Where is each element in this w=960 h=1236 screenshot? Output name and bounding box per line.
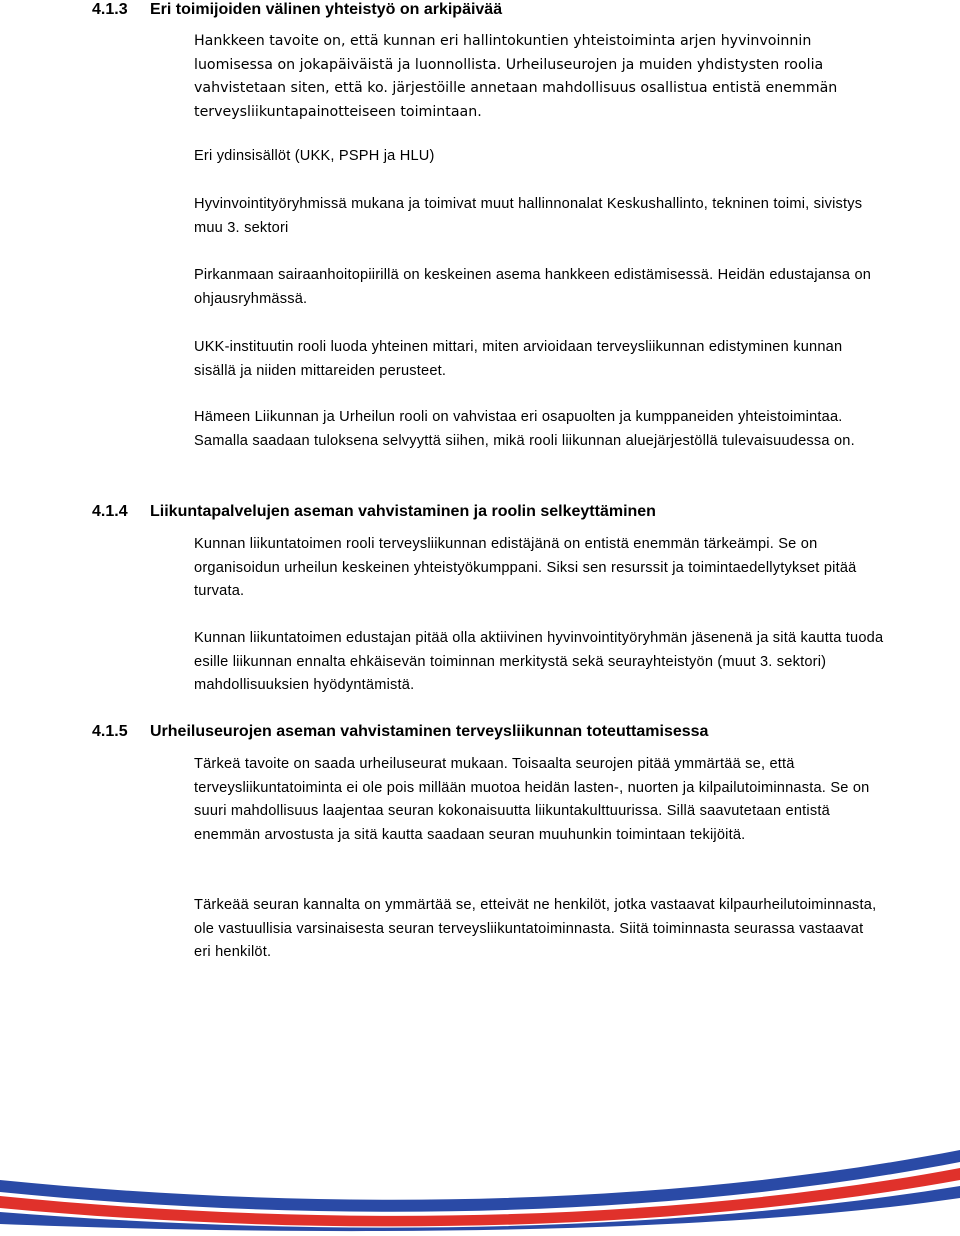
paragraph: Kunnan liikuntatoimen rooli terveysliikunnan edistäjänä on entistä enemmän tärkeämpi. Se on organisoidun urheilun keskeinen yhteistyökumppani. Siksi sen resurssit ja toimintaedellytykset pitää turvata. [194,536,857,600]
paragraph: Tärkeää seuran kannalta on ymmärtää se, etteivät ne henkilöt, jotka vastaavat kilpaurheilutoiminnasta, ole vastuullisia varsinaisesta seuran terveysliikuntatoiminnasta. Siitä toiminnasta seurassa vastaavat eri henkilöt. [194,897,877,961]
paragraph: Hankkeen tavoite on, että kunnan eri hallintokuntien yhteistoiminta arjen hyvinvoinnin luomisessa on jokapäiväistä ja luonnollista. Urheiluseurojen ja muiden yhdistysten roolia vahvistetaan siten, että ko. järjestöille annetaan mahdollisuus osallistua entistä enemmän terveysliikuntapainotteiseen toimintaan. [194,33,838,120]
paragraph: Eri ydinsisällöt (UKK, PSPH ja HLU) [194,148,435,164]
paragraph: Hyvinvointityöryhmissä mukana ja toimivat muut hallinnonalat Keskushallinto, tekninen toimi, sivistys muu 3. sektori [194,196,863,236]
paragraph: Kunnan liikuntatoimen edustajan pitää olla aktiivinen hyvinvointityöryhmän jäsenenä ja sitä kautta tuoda esille liikunnan ennalta ehkäisevän toiminnan merkitystä sekä seurayhteistyön (muut 3. sektori) mahdollisuuksien hyödyntämistä. [194,630,884,694]
paragraph: Pirkanmaan sairaanhoitopiirillä on keskeinen asema hankkeen edistämisessä. Heidän edustajansa on ohjausryhmässä. [194,267,872,307]
footer-flag-swoosh [0,1140,960,1236]
section-heading-4-1-4 [92,502,656,522]
section-number: 4.1.4 [92,503,128,520]
section-title: Eri toimijoiden välinen yhteistyö on arkipäivää [150,1,503,18]
paragraph: Hämeen Liikunnan ja Urheilun rooli on vahvistaa eri osapuolten ja kumppaneiden yhteistoimintaa. Samalla saadaan tuloksena selvyyttä siihen, mikä rooli liikunnan aluejärjestöllä tulevaisuudessa on. [194,409,855,449]
section-heading-4-1-3 [92,0,502,20]
paragraph: UKK-instituutin rooli luoda yhteinen mittari, miten arvioidaan terveysliikunnan edistyminen kunnan sisällä ja niiden mittareiden perusteet. [194,339,843,379]
section-number: 4.1.5 [92,723,128,740]
section-heading-4-1-5 [92,722,708,742]
paragraph: Tärkeä tavoite on saada urheiluseurat mukaan. Toisaalta seurojen pitää ymmärtää se, että terveysliikuntatoiminta ei ole pois millään muotoa heidän lasten-, nuorten ja kilpailutoiminnasta. Se on suuri mahdollisuus laajentaa seuran kokonaisuutta liikuntakulttuurissa. Sillä saavutetaan entistä enemmän arvostusta ja sitä kautta saadaan seuran muuhunkin toimintaan tekijöitä. [194,756,870,843]
section-title: Urheiluseurojen aseman vahvistaminen terveysliikunnan toteuttamisessa [150,723,709,740]
section-number: 4.1.3 [92,1,128,18]
section-title: Liikuntapalvelujen aseman vahvistaminen ja roolin selkeyttäminen [150,503,656,520]
